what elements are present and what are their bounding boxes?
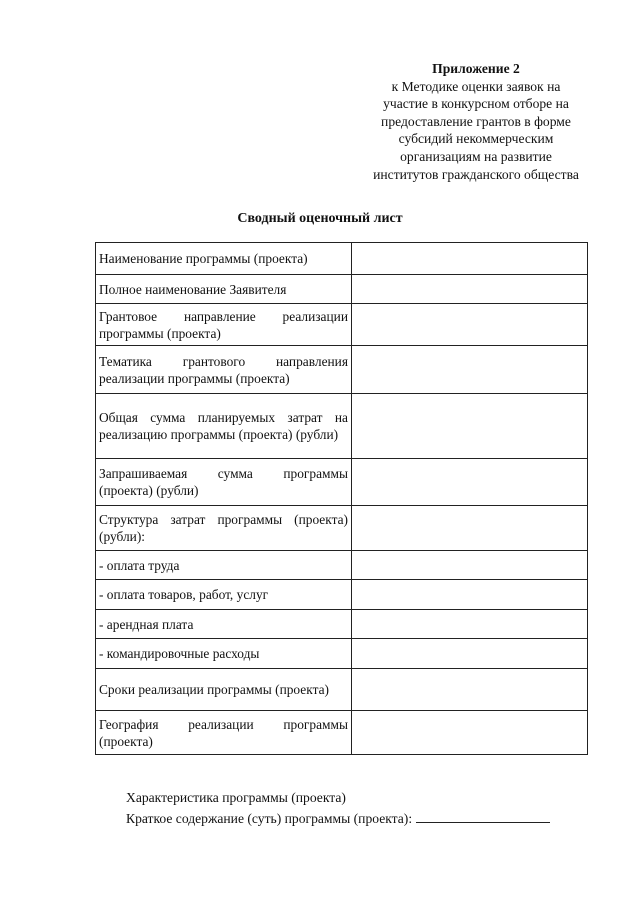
- appendix-header: [345, 60, 607, 183]
- appendix-line: к Методике оценки заявок на: [391, 78, 561, 94]
- summary-label: Краткое содержание (суть) программы (проекта):: [126, 811, 413, 826]
- row-value: [352, 243, 588, 275]
- table-row: [96, 304, 588, 346]
- row-value: [352, 551, 588, 580]
- table-row: [96, 711, 588, 755]
- table-row: [96, 610, 588, 639]
- row-value: [352, 304, 588, 346]
- row-label: - командировочные расходы: [96, 639, 352, 669]
- fill-in-blank: [416, 810, 550, 823]
- row-value: [352, 580, 588, 610]
- row-value: [352, 346, 588, 394]
- table-row: [96, 243, 588, 275]
- table-row: [96, 639, 588, 669]
- row-value: [352, 459, 588, 506]
- table-row: [96, 506, 588, 551]
- characteristics-heading: Характеристика программы (проекта): [126, 790, 346, 805]
- row-value: [352, 610, 588, 639]
- row-label: - арендная плата: [96, 610, 352, 639]
- appendix-line: организациям на развитие: [400, 148, 552, 164]
- appendix-title: Приложение 2: [432, 61, 520, 76]
- row-label: География реализации программы (проекта): [96, 711, 352, 755]
- row-label: - оплата товаров, работ, услуг: [96, 580, 352, 610]
- row-value: [352, 669, 588, 711]
- row-label: Сроки реализации программы (проекта): [96, 669, 352, 711]
- table-row: [96, 394, 588, 459]
- table-row: [96, 669, 588, 711]
- row-value: [352, 639, 588, 669]
- sheet-title: Сводный оценочный лист: [237, 211, 403, 226]
- row-value: [352, 275, 588, 304]
- summary-line: [126, 808, 550, 829]
- row-label: Наименование программы (проекта): [96, 243, 352, 275]
- table-row: [96, 551, 588, 580]
- evaluation-table: [95, 242, 588, 755]
- row-value: [352, 711, 588, 755]
- program-characteristics: [126, 787, 550, 829]
- row-label: Грантовое направление реализации программы (проекта): [96, 304, 352, 346]
- row-label: Общая сумма планируемых затрат на реализацию программы (проекта) (рубли): [96, 394, 352, 459]
- table-row: [96, 459, 588, 506]
- row-label: Полное наименование Заявителя: [96, 275, 352, 304]
- appendix-line: субсидий некоммерческим: [398, 131, 554, 147]
- appendix-line: предоставление грантов в форме: [381, 113, 571, 129]
- table-row: [96, 580, 588, 610]
- table-row: [96, 346, 588, 394]
- table-row: [96, 275, 588, 304]
- row-label: Тематика грантового направления реализации программы (проекта): [96, 346, 352, 394]
- row-label: Структура затрат программы (проекта) (рубли):: [96, 506, 352, 551]
- row-value: [352, 506, 588, 551]
- appendix-line: участие в конкурсном отборе на: [383, 96, 569, 112]
- row-label: - оплата труда: [96, 551, 352, 580]
- row-label: Запрашиваемая сумма программы (проекта) (рубли): [96, 459, 352, 506]
- appendix-line: институтов гражданского общества: [373, 166, 579, 182]
- row-value: [352, 394, 588, 459]
